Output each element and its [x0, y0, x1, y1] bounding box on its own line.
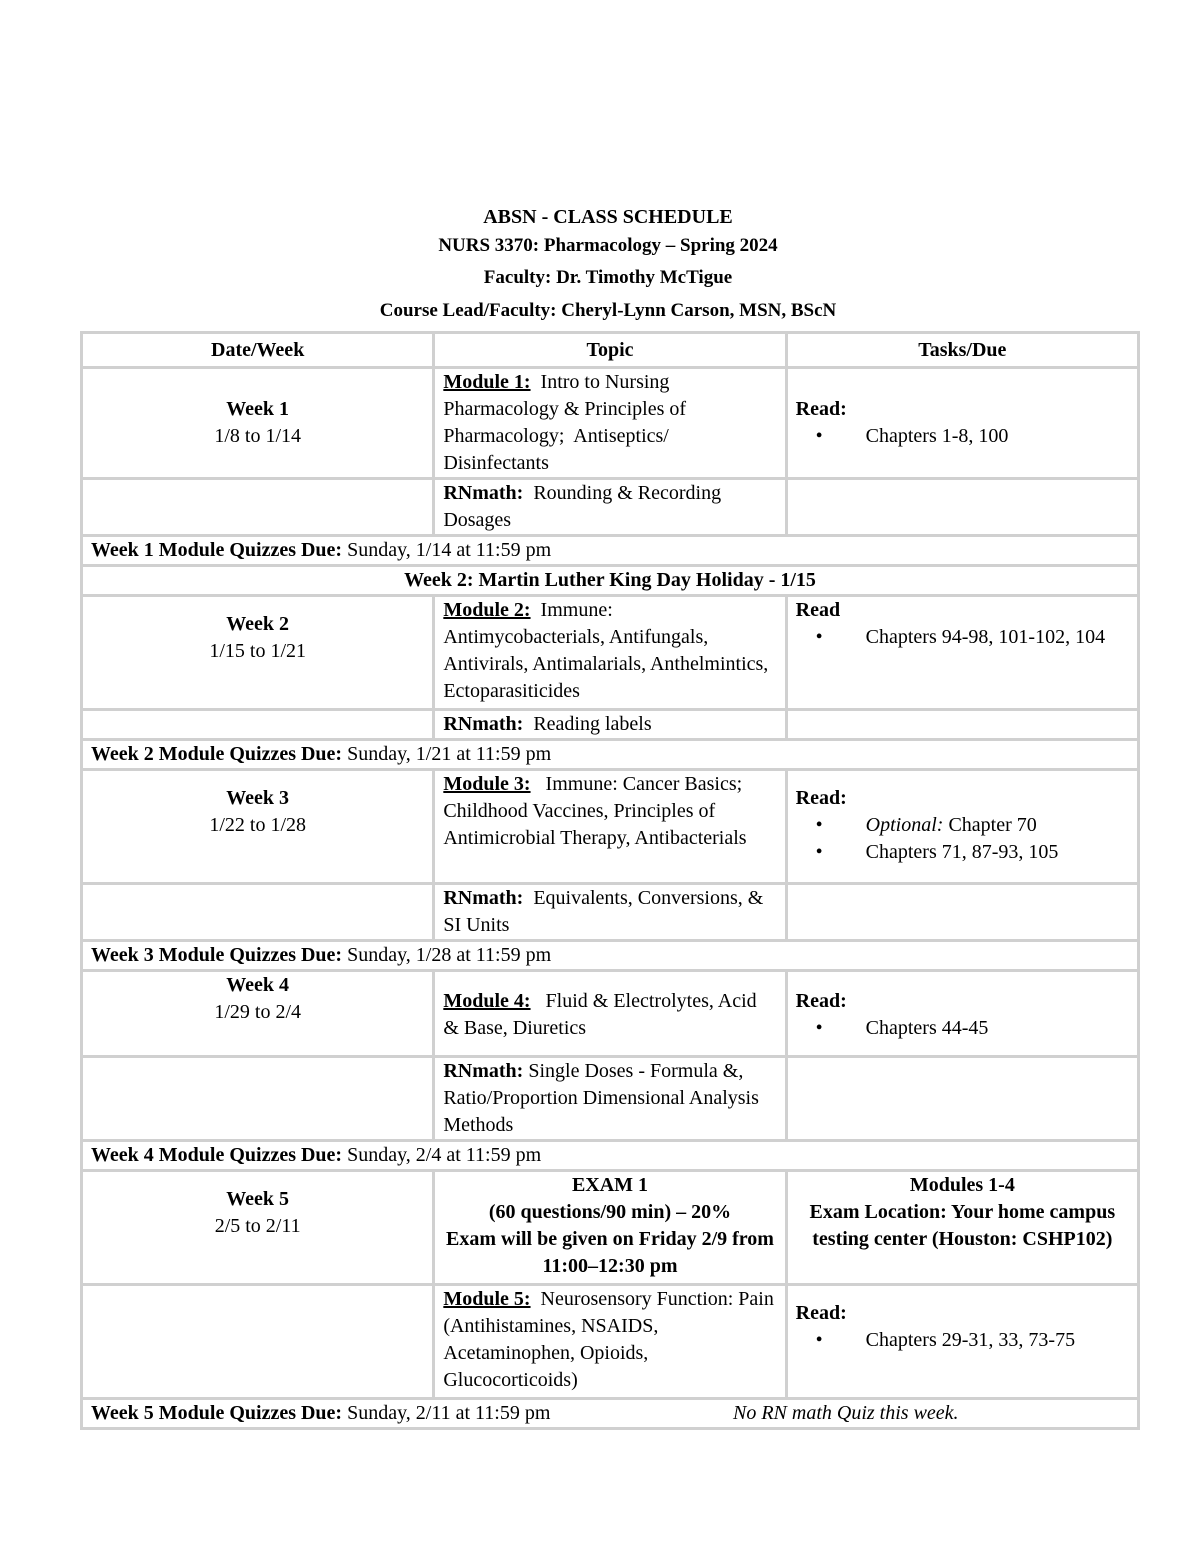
week-label: Week 4	[226, 974, 290, 996]
module-text: Fluid & Electrolytes, Acid & Base, Diuretics	[443, 990, 762, 1039]
week-cell	[82, 368, 434, 479]
rnmath-cell	[434, 1057, 786, 1141]
quiz-label: Week 3 Module Quizzes Due:	[91, 944, 343, 966]
week-cell	[82, 770, 434, 884]
quiz-label: Week 1 Module Quizzes Due:	[91, 539, 343, 561]
tasks-cell	[786, 770, 1138, 884]
week-label: Week 1	[226, 398, 290, 420]
read-item: • Chapters 94-98, 101-102, 104	[816, 624, 1129, 651]
module-text: Immune: Cancer Basics; Childhood Vaccines, Principles of Antimicrobial Therapy, Antibacterials	[443, 773, 748, 849]
exam-details: (60 questions/90 min) – 20%	[488, 1201, 732, 1223]
module-title: Module 4:	[443, 990, 531, 1012]
rnmath-text: Equivalents, Conversions, & SI Units	[443, 887, 769, 936]
table-row	[82, 1171, 1139, 1285]
exam-modules: Modules 1-4	[909, 1174, 1015, 1196]
week-dates: 1/8 to 1/14	[214, 425, 301, 447]
read-item: • Chapters 1-8, 100	[816, 423, 1129, 450]
course-lead-line: Course Lead/Faculty: Cheryl-Lynn Carson, MSN, BScN	[379, 300, 837, 321]
table-row	[82, 368, 1139, 479]
empty-cell	[786, 710, 1138, 740]
tasks-cell	[786, 596, 1138, 710]
read-label: Read:	[795, 398, 847, 420]
quiz-text: Sunday, 1/21 at 11:59 pm	[342, 743, 552, 765]
topic-cell	[434, 1285, 786, 1399]
quiz-cell	[82, 536, 1139, 566]
topic-cell	[434, 971, 786, 1057]
quiz-cell	[82, 1141, 1139, 1171]
quiz-row	[82, 740, 1139, 770]
read-label: Read:	[795, 990, 847, 1012]
exam-title: EXAM 1	[571, 1174, 649, 1196]
read-label: Read	[795, 599, 841, 621]
col-header-tasks: Tasks/Due	[786, 333, 1138, 368]
read-item	[816, 812, 1129, 839]
optional-text: Chapter 70	[943, 814, 1037, 836]
quiz-row	[82, 536, 1139, 566]
week-cell	[82, 596, 434, 710]
quiz-text: Sunday, 2/4 at 11:59 pm	[342, 1144, 542, 1166]
module-title: Module 1:	[443, 371, 531, 393]
module-title: Module 3:	[443, 773, 531, 795]
empty-cell	[82, 884, 434, 941]
module-text: Intro to Nursing Pharmacology & Principles of Pharmacology; Antiseptics/ Disinfectants	[443, 371, 692, 474]
rnmath-cell	[434, 479, 786, 536]
read-item: • Chapters 71, 87-93, 105	[816, 839, 1129, 866]
empty-cell	[82, 479, 434, 536]
document-title: ABSN - CLASS SCHEDULE	[483, 206, 733, 228]
rnmath-cell	[434, 710, 786, 740]
table-row	[82, 479, 1139, 536]
quiz-cell	[82, 740, 1139, 770]
week-dates: 2/5 to 2/11	[214, 1215, 301, 1237]
exam-location: Exam Location: Your home campus testing center (Houston: CSHP102)	[809, 1201, 1116, 1250]
optional-label: Optional:	[865, 814, 944, 836]
document-header	[0, 203, 1200, 327]
empty-cell	[82, 1285, 434, 1399]
table-row	[82, 1285, 1139, 1399]
tasks-cell	[786, 1285, 1138, 1399]
read-label: Read:	[795, 1302, 847, 1324]
empty-cell	[82, 710, 434, 740]
module-text: Neurosensory Function: Pain (Antihistamines, NSAIDS, Acetaminophen, Opioids, Glucocorticoids)	[443, 1288, 779, 1391]
week-cell	[82, 1171, 434, 1285]
module-title: Module 2:	[443, 599, 531, 621]
rnmath-title: RNmath:	[443, 482, 524, 504]
table-row	[82, 596, 1139, 710]
quiz-note: No RN math Quiz this week.	[733, 1402, 959, 1424]
week-label: Week 5	[226, 1188, 290, 1210]
quiz-row	[82, 1141, 1139, 1171]
tasks-cell	[786, 971, 1138, 1057]
read-item: • Chapters 29-31, 33, 73-75	[816, 1327, 1129, 1354]
faculty-line: Faculty: Dr. Timothy McTigue	[483, 267, 733, 288]
week-label: Week 3	[226, 787, 290, 809]
rnmath-text: Rounding & Recording Dosages	[443, 482, 727, 531]
quiz-label: Week 2 Module Quizzes Due:	[91, 743, 343, 765]
schedule-table	[80, 331, 1140, 1430]
quiz-text: Sunday, 2/11 at 11:59 pm	[342, 1402, 551, 1424]
quiz-label: Week 4 Module Quizzes Due:	[91, 1144, 343, 1166]
holiday-cell: Week 2: Martin Luther King Day Holiday - 1/15	[82, 566, 1139, 596]
rnmath-title: RNmath:	[443, 1060, 524, 1082]
empty-cell	[786, 884, 1138, 941]
week-dates: 1/22 to 1/28	[209, 814, 306, 836]
table-header-row	[82, 333, 1139, 368]
empty-cell	[82, 1057, 434, 1141]
rnmath-text: Single Doses - Formula &, Ratio/Proportion Dimensional Analysis Methods	[443, 1060, 764, 1136]
quiz-row	[82, 1399, 1139, 1429]
quiz-cell	[82, 941, 1139, 971]
table-row	[82, 1057, 1139, 1141]
topic-cell	[434, 368, 786, 479]
table-row	[82, 884, 1139, 941]
topic-cell	[434, 596, 786, 710]
rnmath-text: Reading labels	[523, 713, 652, 735]
rnmath-cell	[434, 884, 786, 941]
rnmath-title: RNmath:	[443, 887, 524, 909]
week-label: Week 2	[226, 613, 290, 635]
table-row	[82, 710, 1139, 740]
empty-cell	[786, 479, 1138, 536]
week-cell	[82, 971, 434, 1057]
tasks-cell	[786, 368, 1138, 479]
week-dates: 1/15 to 1/21	[209, 640, 306, 662]
read-label: Read:	[795, 787, 847, 809]
table-row	[82, 971, 1139, 1057]
week-dates: 1/29 to 2/4	[214, 1001, 301, 1023]
module-title: Module 5:	[443, 1288, 531, 1310]
quiz-label: Week 5 Module Quizzes Due:	[91, 1402, 343, 1424]
exam-schedule: Exam will be given on Friday 2/9 from 11:00–12:30 pm	[446, 1228, 774, 1277]
col-header-date: Date/Week	[82, 333, 434, 368]
empty-cell	[786, 1057, 1138, 1141]
module-text: Immune: Antimycobacterials, Antifungals, Antivirals, Antimalarials, Anthelmintics, Ectoparasiticides	[443, 599, 774, 702]
topic-cell	[434, 770, 786, 884]
read-item: • Chapters 44-45	[816, 1015, 1129, 1042]
rnmath-title: RNmath:	[443, 713, 524, 735]
exam-info-cell	[786, 1171, 1138, 1285]
course-title: NURS 3370: Pharmacology – Spring 2024	[438, 235, 778, 256]
holiday-row	[82, 566, 1139, 596]
quiz-text: Sunday, 1/14 at 11:59 pm	[342, 539, 552, 561]
quiz-row	[82, 941, 1139, 971]
quiz-text: Sunday, 1/28 at 11:59 pm	[342, 944, 552, 966]
col-header-topic: Topic	[434, 333, 786, 368]
quiz-cell	[82, 1399, 1139, 1429]
table-row	[82, 770, 1139, 884]
exam-cell	[434, 1171, 786, 1285]
